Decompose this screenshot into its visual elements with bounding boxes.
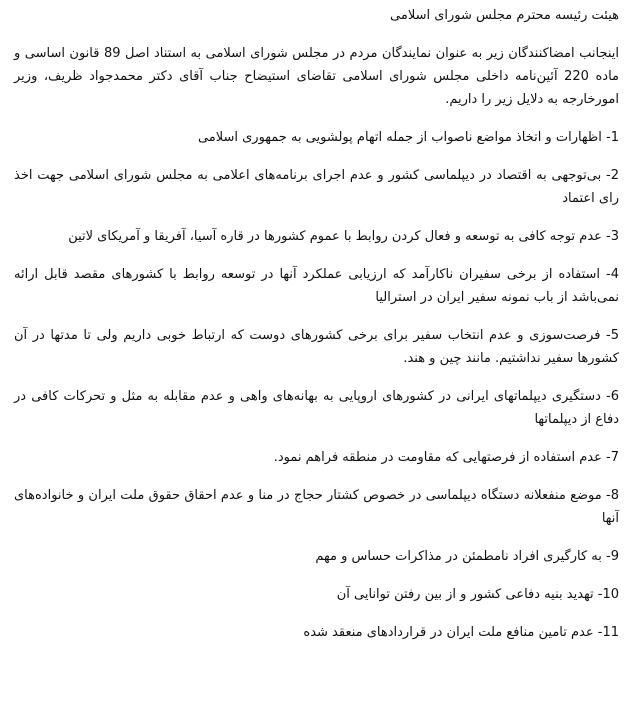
reason-item-1: 1- اظهارات و اتخاذ مواضع ناصواب از جمله اتهام پولشویی به جمهوری اسلامی bbox=[197, 130, 619, 145]
reason-item-3: 3- عدم توجه کافی به توسعه و فعال کردن روابط با عموم کشورها در قاره آسیا، آفریقا و آمریکای لاتین bbox=[68, 229, 619, 244]
reason-item-2: 2- بی‌توجهی به اقتصاد در دیپلماسی کشور و عدم اجرای برنامه‌های اعلامی به مجلس شورای اسلامی جهت اخذ رای اعتماد bbox=[14, 168, 619, 206]
reason-item-8: 8- موضع منفعلانه دستگاه دیپلماسی در خصوص کشتار حجاج در منا و عدم احقاق حقوق ملت ایران و خانواده‌های آنها bbox=[14, 488, 619, 526]
letter-heading: هیئت رئیسه محترم مجلس شورای اسلامی bbox=[390, 8, 619, 23]
reason-item-4: 4- استفاده از برخی سفیران ناکارآمد که ارزیابی عملکرد آنها در توسعه روابط با کشورهای مقصد قابل ارائه نمی‌باشد از باب نمونه سفیر ایران در استرالیا bbox=[14, 267, 619, 305]
reason-item-11: 11- عدم تامین منافع ملت ایران در قراردادهای منعقد شده bbox=[303, 625, 619, 640]
reason-item-6: 6- دستگیری دیپلماتهای ایرانی در کشورهای اروپایی به بهانه‌های واهی و عدم مقابله به مثل و تحرکات کافی در دفاع از دیپلماتها bbox=[14, 389, 619, 427]
reason-item-7: 7- عدم استفاده از فرصتهایی که مقاومت در منطقه فراهم نمود. bbox=[273, 450, 619, 465]
reason-item-9: 9- به کارگیری افراد نامطمئن در مذاکرات حساس و مهم bbox=[315, 549, 619, 564]
reason-item-5: 5- فرصت‌سوزی و عدم انتخاب سفیر برای برخی کشورهای دوست که ارتباط خوبی داریم ولی تا مدتها در آن کشورها سفیر نداشتیم. مانند چین و هند. bbox=[14, 328, 619, 366]
letter-intro: اینجانب امضاکنندگان زیر به عنوان نمایندگان مردم در مجلس شورای اسلامی به استناد اصل 89 قانون اساسی و ماده 220 آئین‌نامه داخلی مجلس شورای اسلامی تقاضای استیضاح جناب آقای دکتر محمدجواد ظریف، وزیر امورخارجه به دلایل زیر را داریم. bbox=[14, 46, 619, 107]
reason-item-10: 10- تهدید بنیه دفاعی کشور و از بین رفتن توانایی آن bbox=[336, 587, 619, 602]
